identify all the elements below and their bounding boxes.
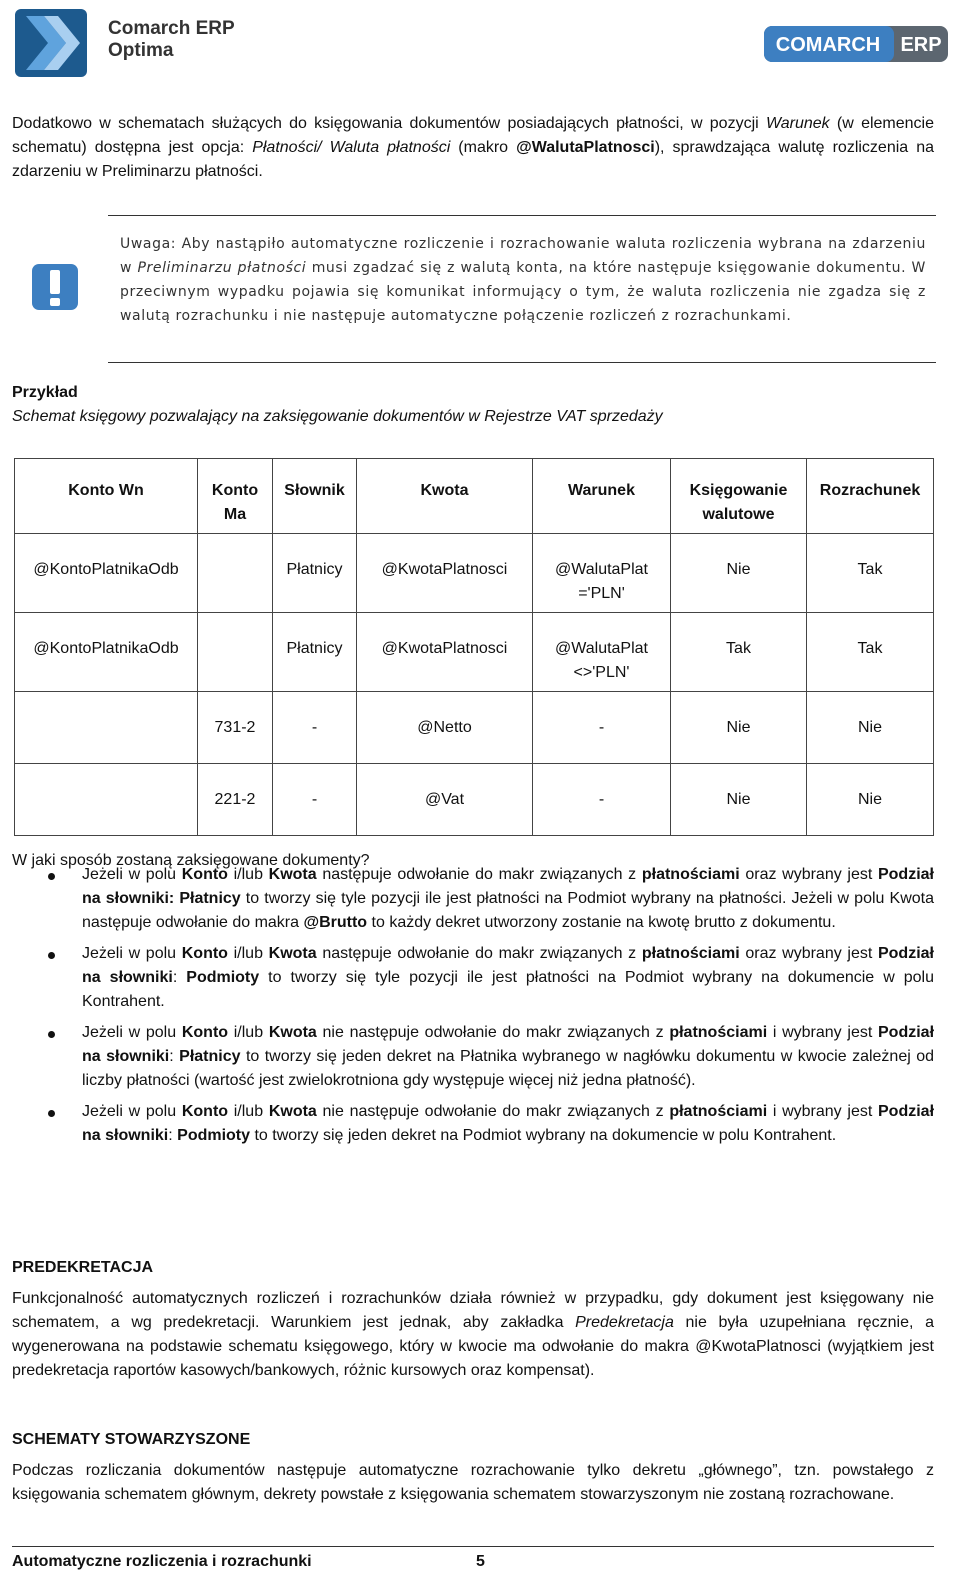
cell: 731-2: [198, 692, 273, 764]
bullet-text-segment: Kwota: [268, 945, 317, 962]
cell: Nie: [671, 764, 807, 836]
cell: [15, 764, 198, 836]
cell: Nie: [671, 534, 807, 613]
bullet-text-segment: płatnościami: [641, 866, 740, 883]
bullet-text-segment: Podział na słowniki: [82, 1103, 935, 1144]
header-kwota: Kwota: [357, 459, 533, 534]
header-slownik: Słownik: [273, 459, 357, 534]
bullet-text-segment: płatnościami: [669, 1024, 768, 1041]
intro-paragraph: Dodatkowo w schematach służących do księgowania dokumentów posiadających płatności, w pozycji Warunek (w elemencie schematu) dostępna jest opcja: Płatności/ Waluta płatności (makro @WalutaPlatnosci), sprawdzająca walutę rozliczenia na zdarzeniu w Preliminarzu płatności.: [12, 115, 934, 180]
bullet-text-segment: :: [169, 1048, 180, 1065]
bullet-text-segment: i/lub: [228, 1024, 269, 1041]
bullet-text-segment: oraz wybrany jest: [739, 945, 878, 962]
footer-title: Automatyczne rozliczenia i rozrachunki: [12, 1553, 312, 1570]
cell: Nie: [807, 692, 934, 764]
schema-table: [14, 458, 934, 836]
bullet-text-segment: Jeżeli w polu: [82, 866, 182, 883]
cell: @KwotaPlatnosci: [357, 613, 533, 692]
cell: Tak: [671, 613, 807, 692]
bullet-text-segment: i/lub: [227, 945, 269, 962]
cell: @WalutaPlat <>'PLN': [533, 613, 671, 692]
cell: @Vat: [357, 764, 533, 836]
header-warunek: Warunek: [533, 459, 671, 534]
bullet-text-segment: to tworzy się tyle pozycji ile jest płatności na Podmiot wybrany na dokumencie w polu Kontrahent.: [82, 969, 935, 1010]
header-konto-wn: Konto Wn: [15, 459, 198, 534]
note-text: Uwaga: Aby nastąpiło automatyczne rozliczenie i rozrachowanie waluta rozliczenia wybrana na zdarzeniu w Preliminarzu płatności musi zgadzać się z walutą konta, na które następuje księgowanie dokumentu. W przeciwnym wypadku pojawia się komunikat informujący o tym, że waluta rozliczenia nie zgadza się z walutą rozrachunku i nie następuje automatyczne połączenie rozliczeń z rozrachunkami.: [120, 236, 926, 324]
bullet-text-segment: Konto: [181, 1103, 229, 1120]
bullet-text-segment: Kwota: [268, 866, 317, 883]
bullet-text-segment: płatnościami: [641, 945, 740, 962]
bullet-text-segment: Jeżeli w polu: [82, 945, 182, 962]
cell: @Netto: [357, 692, 533, 764]
brand-left-text: COMARCH: [775, 34, 881, 56]
bullet-text-segment: :: [168, 1127, 178, 1144]
page-header: [0, 0, 960, 90]
bullet-text-segment: Podział na słowniki: [82, 1024, 935, 1065]
bullet-text-segment: to tworzy się jeden dekret na Podmiot wybrany na dokumencie w polu Kontrahent.: [250, 1127, 837, 1144]
bullet-text-segment: płatnościami: [669, 1103, 768, 1120]
bullet-text-segment: Podmioty: [177, 1127, 251, 1144]
list-item: [12, 1021, 934, 1093]
bullet-text-segment: oraz wybrany jest: [739, 866, 878, 883]
cell: @KontoPlatnikaOdb: [15, 534, 198, 613]
bullet-text-segment: Płatnicy: [179, 1048, 241, 1065]
cell: -: [533, 764, 671, 836]
product-name: Comarch ERP Optima: [108, 18, 235, 61]
bullet-text-segment: to tworzy się jeden dekret na Płatnika wybranego w nagłówku dokumentu w kwocie zależnej od liczby płatności (wartość jest zwielokrotniona gdy występuje więcej niż jedna płatność).: [82, 1048, 935, 1089]
cell: Tak: [807, 534, 934, 613]
bullet-text-segment: to tworzy się tyle pozycji ile jest płatności na Podmiot wybrany na płatności. Jeżeli w polu Kwota następuje odwołanie do makra: [82, 890, 935, 931]
comarch-erp-logo: [764, 26, 948, 62]
comarch-optima-logo-icon: [14, 8, 88, 78]
cell: Nie: [671, 692, 807, 764]
header-ksiegowanie-walutowe: Księgowanie walutowe: [671, 459, 807, 534]
list-item: [12, 1100, 934, 1148]
bullet-text-segment: i/lub: [228, 1103, 269, 1120]
example-title: Przykład: [12, 384, 78, 401]
bullet-text-segment: nie następuje odwołanie do makr związanych z: [316, 1103, 670, 1120]
list-item: [12, 942, 934, 1014]
page-footer: [12, 1546, 934, 1571]
bullet-dot-icon: [48, 1110, 55, 1117]
cell: -: [533, 692, 671, 764]
cell: @WalutaPlat ='PLN': [533, 534, 671, 613]
table-row: [15, 534, 934, 613]
bullet-text-segment: i wybrany jest: [767, 1024, 878, 1041]
cell: -: [273, 692, 357, 764]
cell: @KontoPlatnikaOdb: [15, 613, 198, 692]
bullet-text-segment: Kwota: [268, 1024, 317, 1041]
bullet-text-segment: Jeżeli w polu: [82, 1103, 182, 1120]
bullet-text-segment: Kwota: [268, 1103, 317, 1120]
predekretacja-heading: PREDEKRETACJA: [12, 1259, 154, 1276]
cell: Płatnicy: [273, 613, 357, 692]
bullet-text-segment: @Brutto: [303, 914, 368, 931]
cell: [198, 613, 273, 692]
table-row: [15, 692, 934, 764]
bullet-text-segment: Konto: [181, 945, 228, 962]
header-rozrachunek: Rozrachunek: [807, 459, 934, 534]
cell: Płatnicy: [273, 534, 357, 613]
bullet-dot-icon: [48, 1031, 55, 1038]
bullet-dot-icon: [48, 873, 55, 880]
bullet-text-segment: i wybrany jest: [767, 1103, 878, 1120]
cell: -: [273, 764, 357, 836]
bullet-text-segment: Konto: [181, 866, 228, 883]
bullet-text-segment: to każdy dekret utworzony zostanie na kwotę brutto z dokumentu.: [367, 914, 836, 931]
table-row: [15, 764, 934, 836]
bullet-text-segment: następuje odwołanie do makr związanych z: [316, 945, 642, 962]
bullet-text-segment: Podmioty: [186, 969, 260, 986]
bullet-text-segment: Podział na słowniki: Płatnicy: [82, 866, 934, 907]
warning-note: [108, 215, 936, 363]
schematy-heading: SCHEMATY STOWARZYSZONE: [12, 1431, 251, 1448]
cell: Tak: [807, 613, 934, 692]
bullet-list: [12, 863, 934, 1155]
bullet-text-segment: nie następuje odwołanie do makr związanych z: [316, 1024, 670, 1041]
cell: [15, 692, 198, 764]
bullet-text-segment: :: [172, 969, 187, 986]
predekretacja-text: Funkcjonalność automatycznych rozliczeń i rozrachunków działa również w przypadku, gdy dokument jest księgowany nie schematem, a wg predekretacji. Warunkiem jest jednak, aby zakładka Predekretacja nie była uzupełniana ręcznie, a wygenerowana na podstawie schematu księgowego, który w kwocie ma odwołanie do makra @KwotaPlatnosci (wyjątkiem jest predekretacja raportów kasowych/bankowych, różnic kursowych oraz kompensat).: [12, 1290, 935, 1379]
list-item: [12, 863, 934, 935]
example-subtitle: Schemat księgowy pozwalający na zaksięgowanie dokumentów w Rejestrze VAT sprzedaży: [12, 408, 663, 425]
brand-right-text: ERP: [900, 34, 942, 56]
cell: 221-2: [198, 764, 273, 836]
bullet-text-segment: następuje odwołanie do makr związanych z: [316, 866, 642, 883]
header-konto-ma: Konto Ma: [198, 459, 273, 534]
exclamation-icon: [30, 262, 80, 312]
question: W jaki sposób zostaną zaksięgowane dokumenty?: [12, 852, 370, 869]
bullet-text-segment: Jeżeli w polu: [82, 1024, 182, 1041]
bullet-text-segment: Podział na słowniki: [82, 945, 934, 986]
schematy-text: Podczas rozliczania dokumentów następuje automatyczne rozrachowanie tylko dekretu „głównego”, tzn. powstałego z księgowania schematem głównym, dekrety powstałe z księgowania schematem stowarzyszonym nie zostaną rozrachowane.: [12, 1462, 934, 1503]
bullet-text-segment: i/lub: [227, 866, 269, 883]
bullet-dot-icon: [48, 952, 55, 959]
bullet-text-segment: Konto: [181, 1024, 229, 1041]
table-header-row: [15, 459, 934, 534]
cell: Nie: [807, 764, 934, 836]
cell: @KwotaPlatnosci: [357, 534, 533, 613]
page-number: 5: [476, 1553, 485, 1570]
table-row: [15, 613, 934, 692]
cell: [198, 534, 273, 613]
